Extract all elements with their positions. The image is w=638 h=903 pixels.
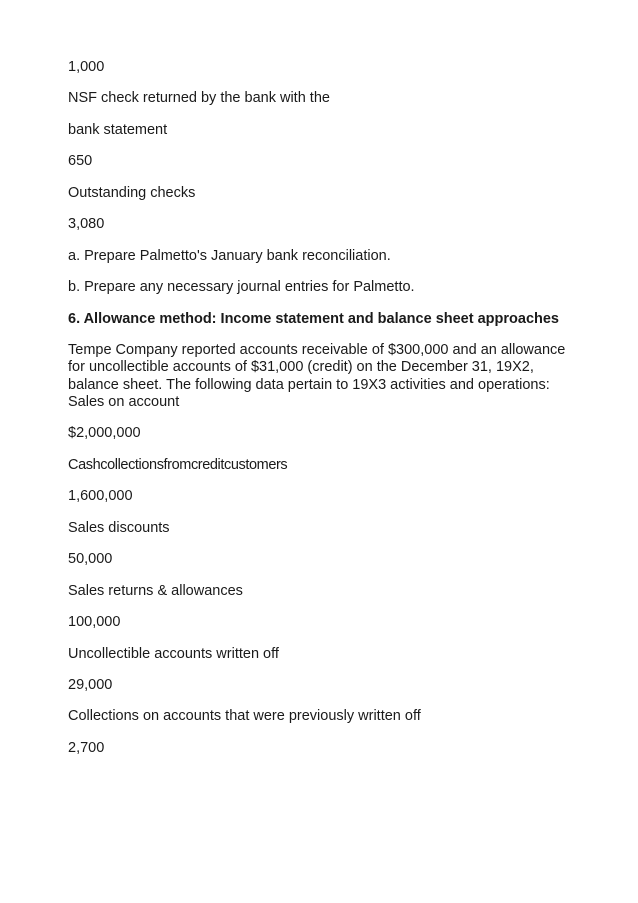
- data-line: $2,000,000: [68, 425, 141, 442]
- text-line: Outstanding checks: [68, 184, 196, 201]
- data-line: Sales returns & allowances: [68, 582, 243, 599]
- intro-paragraph: Tempe Company reported accounts receivable of $300,000 and an allowance for uncollectible accounts of $31,000 (credit) on the December 31, 19X2, balance sheet. The following data pertain to 19X3 activities and operations: Sales on account: [68, 342, 566, 410]
- data-line: 2,700: [68, 739, 105, 756]
- data-line: Uncollectible accounts written off: [68, 645, 279, 662]
- text-line: b. Prepare any necessary journal entries for Palmetto.: [68, 279, 415, 296]
- data-line: 50,000: [68, 551, 113, 568]
- section-heading: 6. Allowance method: Income statement and balance sheet approaches: [68, 310, 559, 327]
- text-line: 3,080: [68, 216, 105, 233]
- data-line: Sales discounts: [68, 519, 170, 536]
- data-line: 1,600,000: [68, 488, 133, 505]
- data-line: Collections on accounts that were previously written off: [68, 708, 421, 725]
- data-line: Cashcollectionsfromcreditcustomers: [68, 456, 288, 473]
- data-line: 100,000: [68, 614, 121, 631]
- text-line: bank statement: [68, 121, 168, 138]
- text-line: 650: [68, 153, 93, 170]
- text-line: a. Prepare Palmetto's January bank reconciliation.: [68, 247, 391, 264]
- text-line: NSF check returned by the bank with the: [68, 90, 330, 107]
- document-body: [68, 59, 580, 771]
- text-line: 1,000: [68, 59, 105, 75]
- data-line: 29,000: [68, 677, 113, 693]
